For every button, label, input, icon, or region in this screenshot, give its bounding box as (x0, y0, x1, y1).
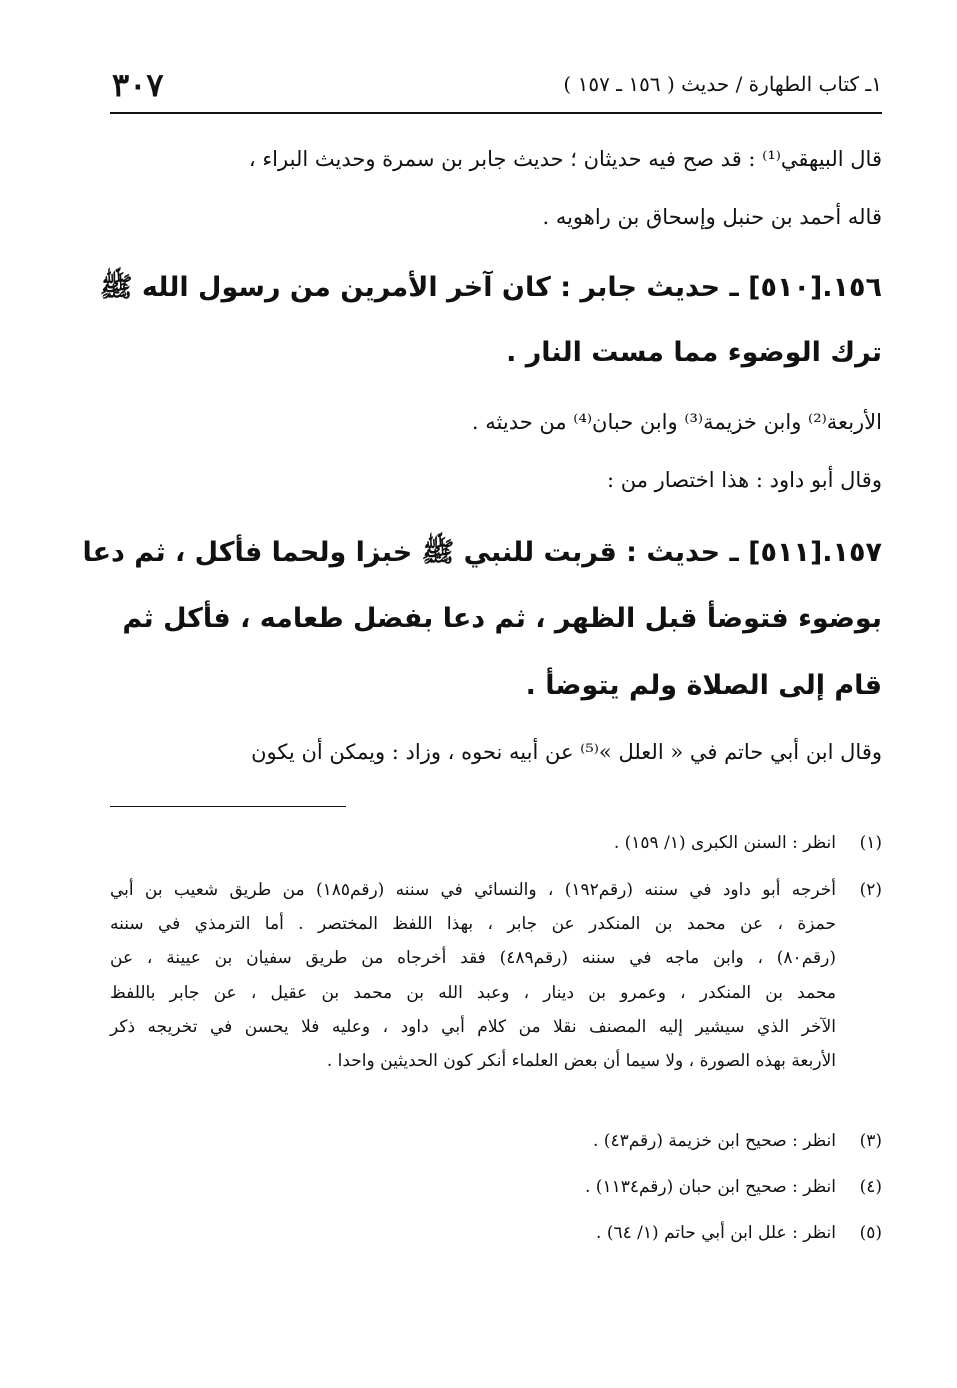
footnote-text: (رقم٨٠) ، وابن ماجه في سننه (رقم٤٨٩) فقد أخرجاه من طريق سفيان بن عيينة ، عن (110, 948, 836, 968)
footnote-2-line (110, 948, 882, 968)
footnote-1-line (614, 833, 882, 853)
footnote-2-line (327, 1051, 882, 1071)
footnote-number: (٤) (859, 1177, 882, 1197)
hadith-157-line-2: بوضوء فتوضأ قبل الظهر ، ثم دعا بفضل طعامه ، فأكل ثم (122, 603, 882, 634)
footnote-number: (٢) (859, 880, 882, 900)
footnote-text: أخرجه أبو داود في سننه (رقم١٩٢) ، والنسائي في سننه (رقم١٨٥) من طريق شعيب بن أبي (110, 880, 836, 900)
footnote-5-line (596, 1223, 882, 1243)
footnote-text: الآخر الذي سيشير إليه المصنف نقلا من كلام أبي داود ، وعليه فلا يحسن في تخريجه ذكر (110, 1017, 836, 1037)
footnote-2-line (110, 1017, 882, 1037)
takhrij-156-line-1: الأربعة⁽²⁾ وابن خزيمة⁽³⁾ وابن حبان⁽⁴⁾ من حديثه . (471, 410, 882, 434)
footnote-2-line (110, 983, 882, 1003)
footnote-text: حمزة ، عن محمد بن المنكدر عن جابر ، بهذا اللفظ المختصر . أما الترمذي في سننه (110, 914, 836, 934)
footnote-number: (٣) (859, 1131, 882, 1151)
hadith-156-line-1: ١٥٦.[٥١٠] ـ حديث جابر : كان آخر الأمرين من رسول الله ﷺ (99, 272, 882, 303)
page-number: ٣٠٧ (112, 66, 164, 104)
hadith-157-line-1: ١٥٧.[٥١١] ـ حديث : قربت للنبي ﷺ خبزا ولحما فأكل ، ثم دعا (82, 537, 882, 568)
footnote-number: (٥) (859, 1223, 882, 1243)
footnote-text: انظر : صحيح ابن حبان (رقم١١٣٤) . (584, 1177, 836, 1197)
takhrij-156-line-2: وقال أبو داود : هذا اختصار من : (607, 468, 882, 492)
hadith-157-line-3: قام إلى الصلاة ولم يتوضأ . (525, 670, 882, 701)
footnote-number: (١) (859, 833, 882, 853)
running-title: ١ـ كتاب الطهارة / حديث ( ١٥٦ ـ ١٥٧ ) (563, 72, 882, 96)
footnote-3-line (593, 1131, 882, 1151)
footnote-text: انظر : علل ابن أبي حاتم (١/ ٦٤) . (596, 1223, 836, 1243)
book-page (82, 0, 882, 1388)
footnote-text: انظر : صحيح ابن خزيمة (رقم٤٣) . (593, 1131, 836, 1151)
footnote-4-line (585, 1177, 882, 1197)
footnote-2-line (110, 914, 882, 934)
paragraph-bayhaqi-line-1: قال البيهقي⁽¹⁾ : قد صح فيه حديثان ؛ حديث جابر بن سمرة وحديث البراء ، (248, 147, 882, 171)
footnote-separator (110, 806, 346, 807)
page-header (110, 68, 882, 114)
takhrij-157-line-1: وقال ابن أبي حاتم في « العلل »⁽⁵⁾ عن أبيه نحوه ، وزاد : ويمكن أن يكون (251, 740, 882, 764)
footnote-text: انظر : السنن الكبرى (١/ ١٥٩) . (613, 833, 836, 853)
footnote-text: محمد بن المنكدر ، وعمرو بن دينار ، وعبد الله بن محمد بن عقيل ، عن جابر باللفظ (110, 983, 836, 1003)
hadith-156-line-2: ترك الوضوء مما مست النار . (506, 337, 882, 368)
footnote-text: الأربعة بهذه الصورة ، ولا سيما أن بعض العلماء أنكر كون الحديثين واحدا . (326, 1051, 836, 1071)
footnote-2-line (110, 880, 882, 900)
paragraph-bayhaqi-line-2: قاله أحمد بن حنبل وإسحاق بن راهويه . (542, 205, 882, 229)
